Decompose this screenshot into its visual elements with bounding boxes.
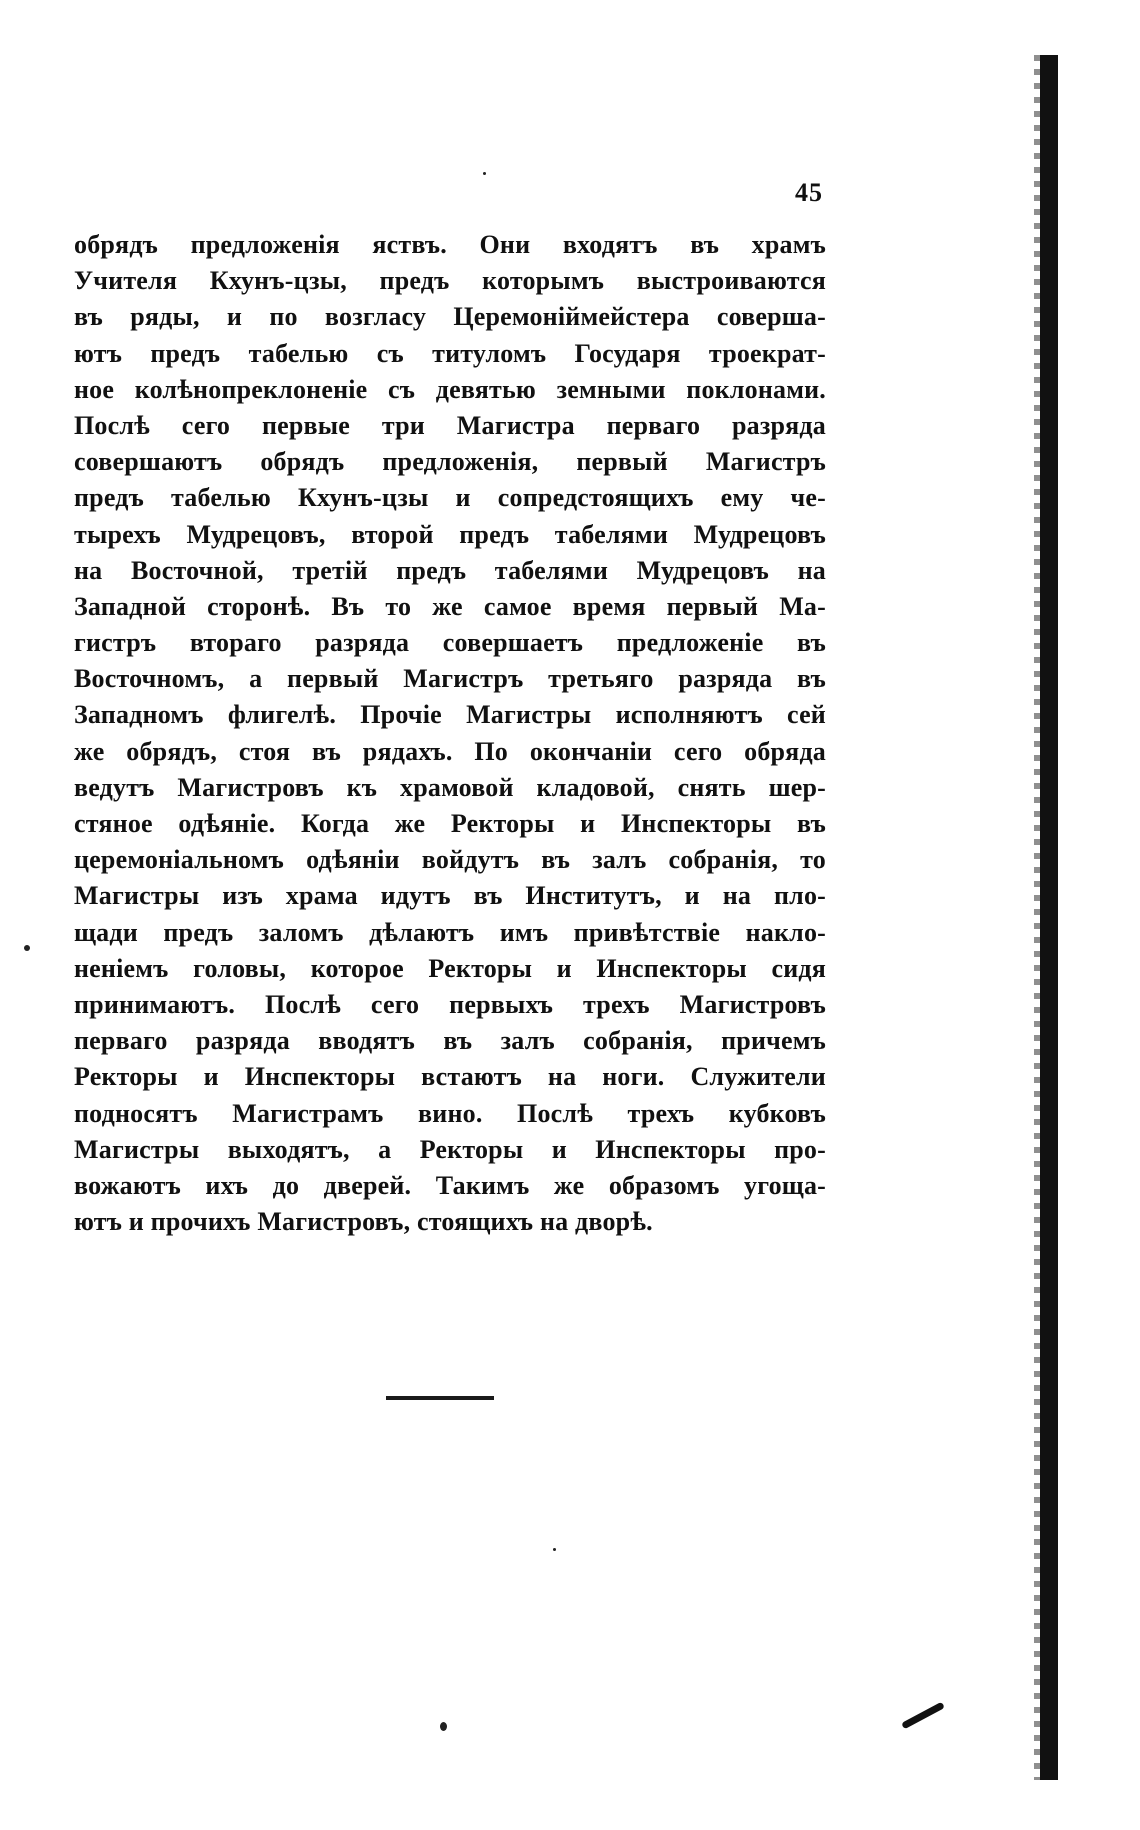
text-line: тырехъ Мудрецовъ, второй предъ табелями Мудрецовъ bbox=[74, 519, 826, 549]
text-line: стяное одѣяніе. Когда же Ректоры и Инспекторы въ bbox=[74, 809, 826, 838]
page-number: 45 bbox=[795, 178, 823, 207]
text-line: Ректоры и Инспекторы встаютъ на ноги. Служители bbox=[74, 1062, 826, 1092]
text-line: церемоніальномъ одѣяніи войдутъ въ залъ собранія, то bbox=[74, 845, 826, 875]
text-line: неніемъ головы, которое Ректоры и Инспекторы сидя bbox=[74, 953, 826, 983]
text-line: Учителя Кхунъ-цзы, предъ которымъ выстроиваются bbox=[74, 266, 826, 296]
text-line: Магистры изъ храма идутъ въ Институтъ, и на пло- bbox=[74, 881, 826, 911]
text-line: перваго разряда вводятъ въ залъ собранія, причемъ bbox=[74, 1026, 826, 1056]
text-line: ютъ предъ табелью съ титуломъ Государя троекрат- bbox=[74, 338, 826, 368]
scan-speck bbox=[483, 172, 486, 175]
text-line: предъ табелью Кхунъ-цзы и сопредстоящихъ ему че- bbox=[74, 483, 826, 513]
text-line: въ ряды, и по возгласу Церемоніймейстера соверша- bbox=[74, 302, 826, 332]
text-line: ное колѣнопреклоненіе съ девятью земными поклонами. bbox=[74, 374, 826, 404]
text-line: вожаютъ ихъ до дверей. Такимъ же образомъ угоща- bbox=[74, 1170, 826, 1200]
text-line: обрядъ предложенія яствъ. Они входятъ въ храмъ bbox=[74, 230, 826, 259]
scan-speck bbox=[24, 945, 30, 951]
text-line: Послѣ сего первые три Магистра перваго разряда bbox=[74, 410, 826, 440]
text-line: на Восточной, третій предъ табелями Мудрецовъ на bbox=[74, 555, 826, 585]
text-line: принимаютъ. Послѣ сего первыхъ трехъ Магистровъ bbox=[74, 989, 826, 1019]
text-line: же обрядъ, стоя въ рядахъ. По окончаніи сего обряда bbox=[74, 736, 826, 766]
text-line: щади предъ заломъ дѣлаютъ имъ привѣтствіе накло- bbox=[74, 917, 826, 947]
scan-speck bbox=[553, 1548, 556, 1551]
text-line: Восточномъ, а первый Магистръ третьяго разряда въ bbox=[74, 664, 826, 694]
text-line: гистръ втораго разряда совершаетъ предложеніе въ bbox=[74, 628, 826, 658]
text-line: подносятъ Магистрамъ вино. Послѣ трехъ кубковъ bbox=[74, 1098, 826, 1128]
body-text bbox=[74, 227, 826, 1240]
text-line: совершаютъ обрядъ предложенія, первый Магистръ bbox=[74, 447, 826, 477]
text-line: Западной сторонѣ. Въ то же самое время первый Ма- bbox=[74, 591, 826, 621]
text-line: Западномъ флигелѣ. Прочіе Магистры исполняютъ сей bbox=[74, 700, 826, 730]
text-line: ведутъ Магистровъ къ храмовой кладовой, снять шер- bbox=[74, 772, 826, 802]
end-divider-rule bbox=[386, 1396, 494, 1400]
scan-speck bbox=[440, 1722, 447, 1731]
text-line: ютъ и прочихъ Магистровъ, стоящихъ на дворѣ. bbox=[74, 1207, 653, 1237]
scan-edge-shadow bbox=[1040, 55, 1058, 1780]
text-line: Магистры выходятъ, а Ректоры и Инспекторы про- bbox=[74, 1134, 826, 1164]
scan-ink-mark bbox=[901, 1702, 945, 1730]
